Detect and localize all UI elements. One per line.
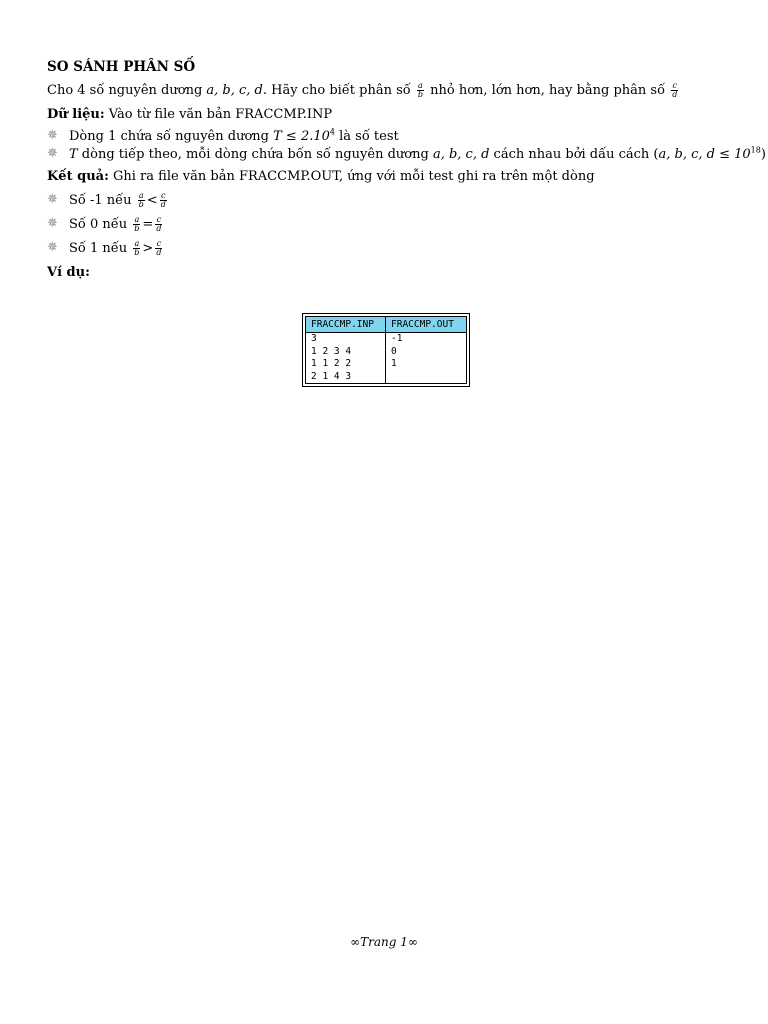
output-case-0 xyxy=(47,216,727,234)
input-line1-math: T ≤ 2.10 xyxy=(273,129,330,144)
intro-vars: a, b, c, d xyxy=(206,83,263,98)
output-case-minus1 xyxy=(47,192,727,210)
input-line2-exp: 18 xyxy=(750,145,761,155)
table-row xyxy=(306,371,467,384)
input-line1-after: là số test xyxy=(334,129,399,144)
input-text: Vào từ file văn bản FRACCMP.INP xyxy=(104,107,333,122)
fraction-a-b: $\frac{a}{b}$ xyxy=(134,215,140,233)
case-operator: > xyxy=(142,241,154,256)
intro-text: Cho 4 số nguyên dương xyxy=(47,83,207,98)
fraction-c-d: $\frac{c}{d}$ xyxy=(156,215,162,233)
output-cell xyxy=(386,371,467,384)
output-label: Kết quả: xyxy=(47,169,109,184)
table-row xyxy=(306,333,467,346)
output-heading xyxy=(47,168,727,186)
star-bullet-icon: ✵ xyxy=(47,128,58,143)
fraction-a-b: $\frac{a}{b}$ xyxy=(138,191,144,209)
input-cell: 1 1 2 2 xyxy=(306,358,386,371)
page-number: Trang 1 xyxy=(360,935,408,949)
example-table xyxy=(305,316,467,384)
fraction-a-b: $\frac{a}{b}$ xyxy=(417,81,423,99)
star-bullet-icon: ✵ xyxy=(47,146,58,161)
output-cell: 1 xyxy=(386,358,467,371)
input-line2-end: ) xyxy=(760,147,766,162)
output-cell: 0 xyxy=(386,346,467,359)
ornament-left-icon: ∞ xyxy=(350,935,361,949)
input-line1-exp: 4 xyxy=(329,127,335,137)
example-table-frame xyxy=(302,313,470,387)
table-row xyxy=(306,358,467,371)
input-line2-text: dòng tiếp theo, mỗi dòng chứa bốn số nguyên dương xyxy=(77,147,433,162)
input-line-1 xyxy=(47,128,727,146)
header-output: FRACCMP.OUT xyxy=(386,317,467,333)
case-text: Số -1 nếu xyxy=(69,193,136,208)
document-body xyxy=(47,58,766,282)
case-text: Số 0 nếu xyxy=(69,217,132,232)
output-case-1 xyxy=(47,240,727,258)
example-label: Ví dụ: xyxy=(47,265,90,280)
input-cell: 1 2 3 4 xyxy=(306,346,386,359)
problem-title: SO SÁNH PHÂN SỐ xyxy=(47,59,196,75)
input-line2-cond: a, b, c, d ≤ 10 xyxy=(658,147,751,162)
header-input: FRACCMP.INP xyxy=(306,317,386,333)
star-bullet-icon: ✵ xyxy=(47,240,58,255)
page-footer xyxy=(0,935,768,949)
case-operator: < xyxy=(146,193,158,208)
input-label: Dữ liệu: xyxy=(47,107,105,122)
input-line2-vars: a, b, c, d xyxy=(432,147,490,162)
star-bullet-icon: ✵ xyxy=(47,216,58,231)
case-text: Số 1 nếu xyxy=(69,241,132,256)
intro-text-after: nhỏ hơn, lớn hơn, hay bằng phân số xyxy=(425,83,670,98)
case-operator: = xyxy=(142,217,154,232)
fraction-c-d: $\frac{c}{d}$ xyxy=(160,191,166,209)
intro-text-mid: . Hãy cho biết phân số xyxy=(262,83,415,98)
output-cell: -1 xyxy=(386,333,467,346)
table-row xyxy=(306,346,467,359)
ornament-right-icon: ∞ xyxy=(407,935,418,949)
fraction-a-b: $\frac{a}{b}$ xyxy=(134,239,140,257)
input-line2-mid: cách nhau bởi dấu cách ( xyxy=(489,147,659,162)
output-text: Ghi ra file văn bản FRACCMP.OUT, ứng với mỗi test ghi ra trên một dòng xyxy=(108,169,595,184)
input-line1-text: Dòng 1 chứa số nguyên dương xyxy=(69,129,274,144)
star-bullet-icon: ✵ xyxy=(47,192,58,207)
intro-paragraph xyxy=(47,82,727,100)
fraction-c-d: $\frac{c}{d}$ xyxy=(672,81,678,99)
input-line-2 xyxy=(47,145,766,164)
fraction-c-d: $\frac{c}{d}$ xyxy=(156,239,162,257)
input-cell: 2 1 4 3 xyxy=(306,371,386,384)
input-line2-var: T xyxy=(69,147,78,162)
input-heading xyxy=(47,106,727,124)
input-cell: 3 xyxy=(306,333,386,346)
